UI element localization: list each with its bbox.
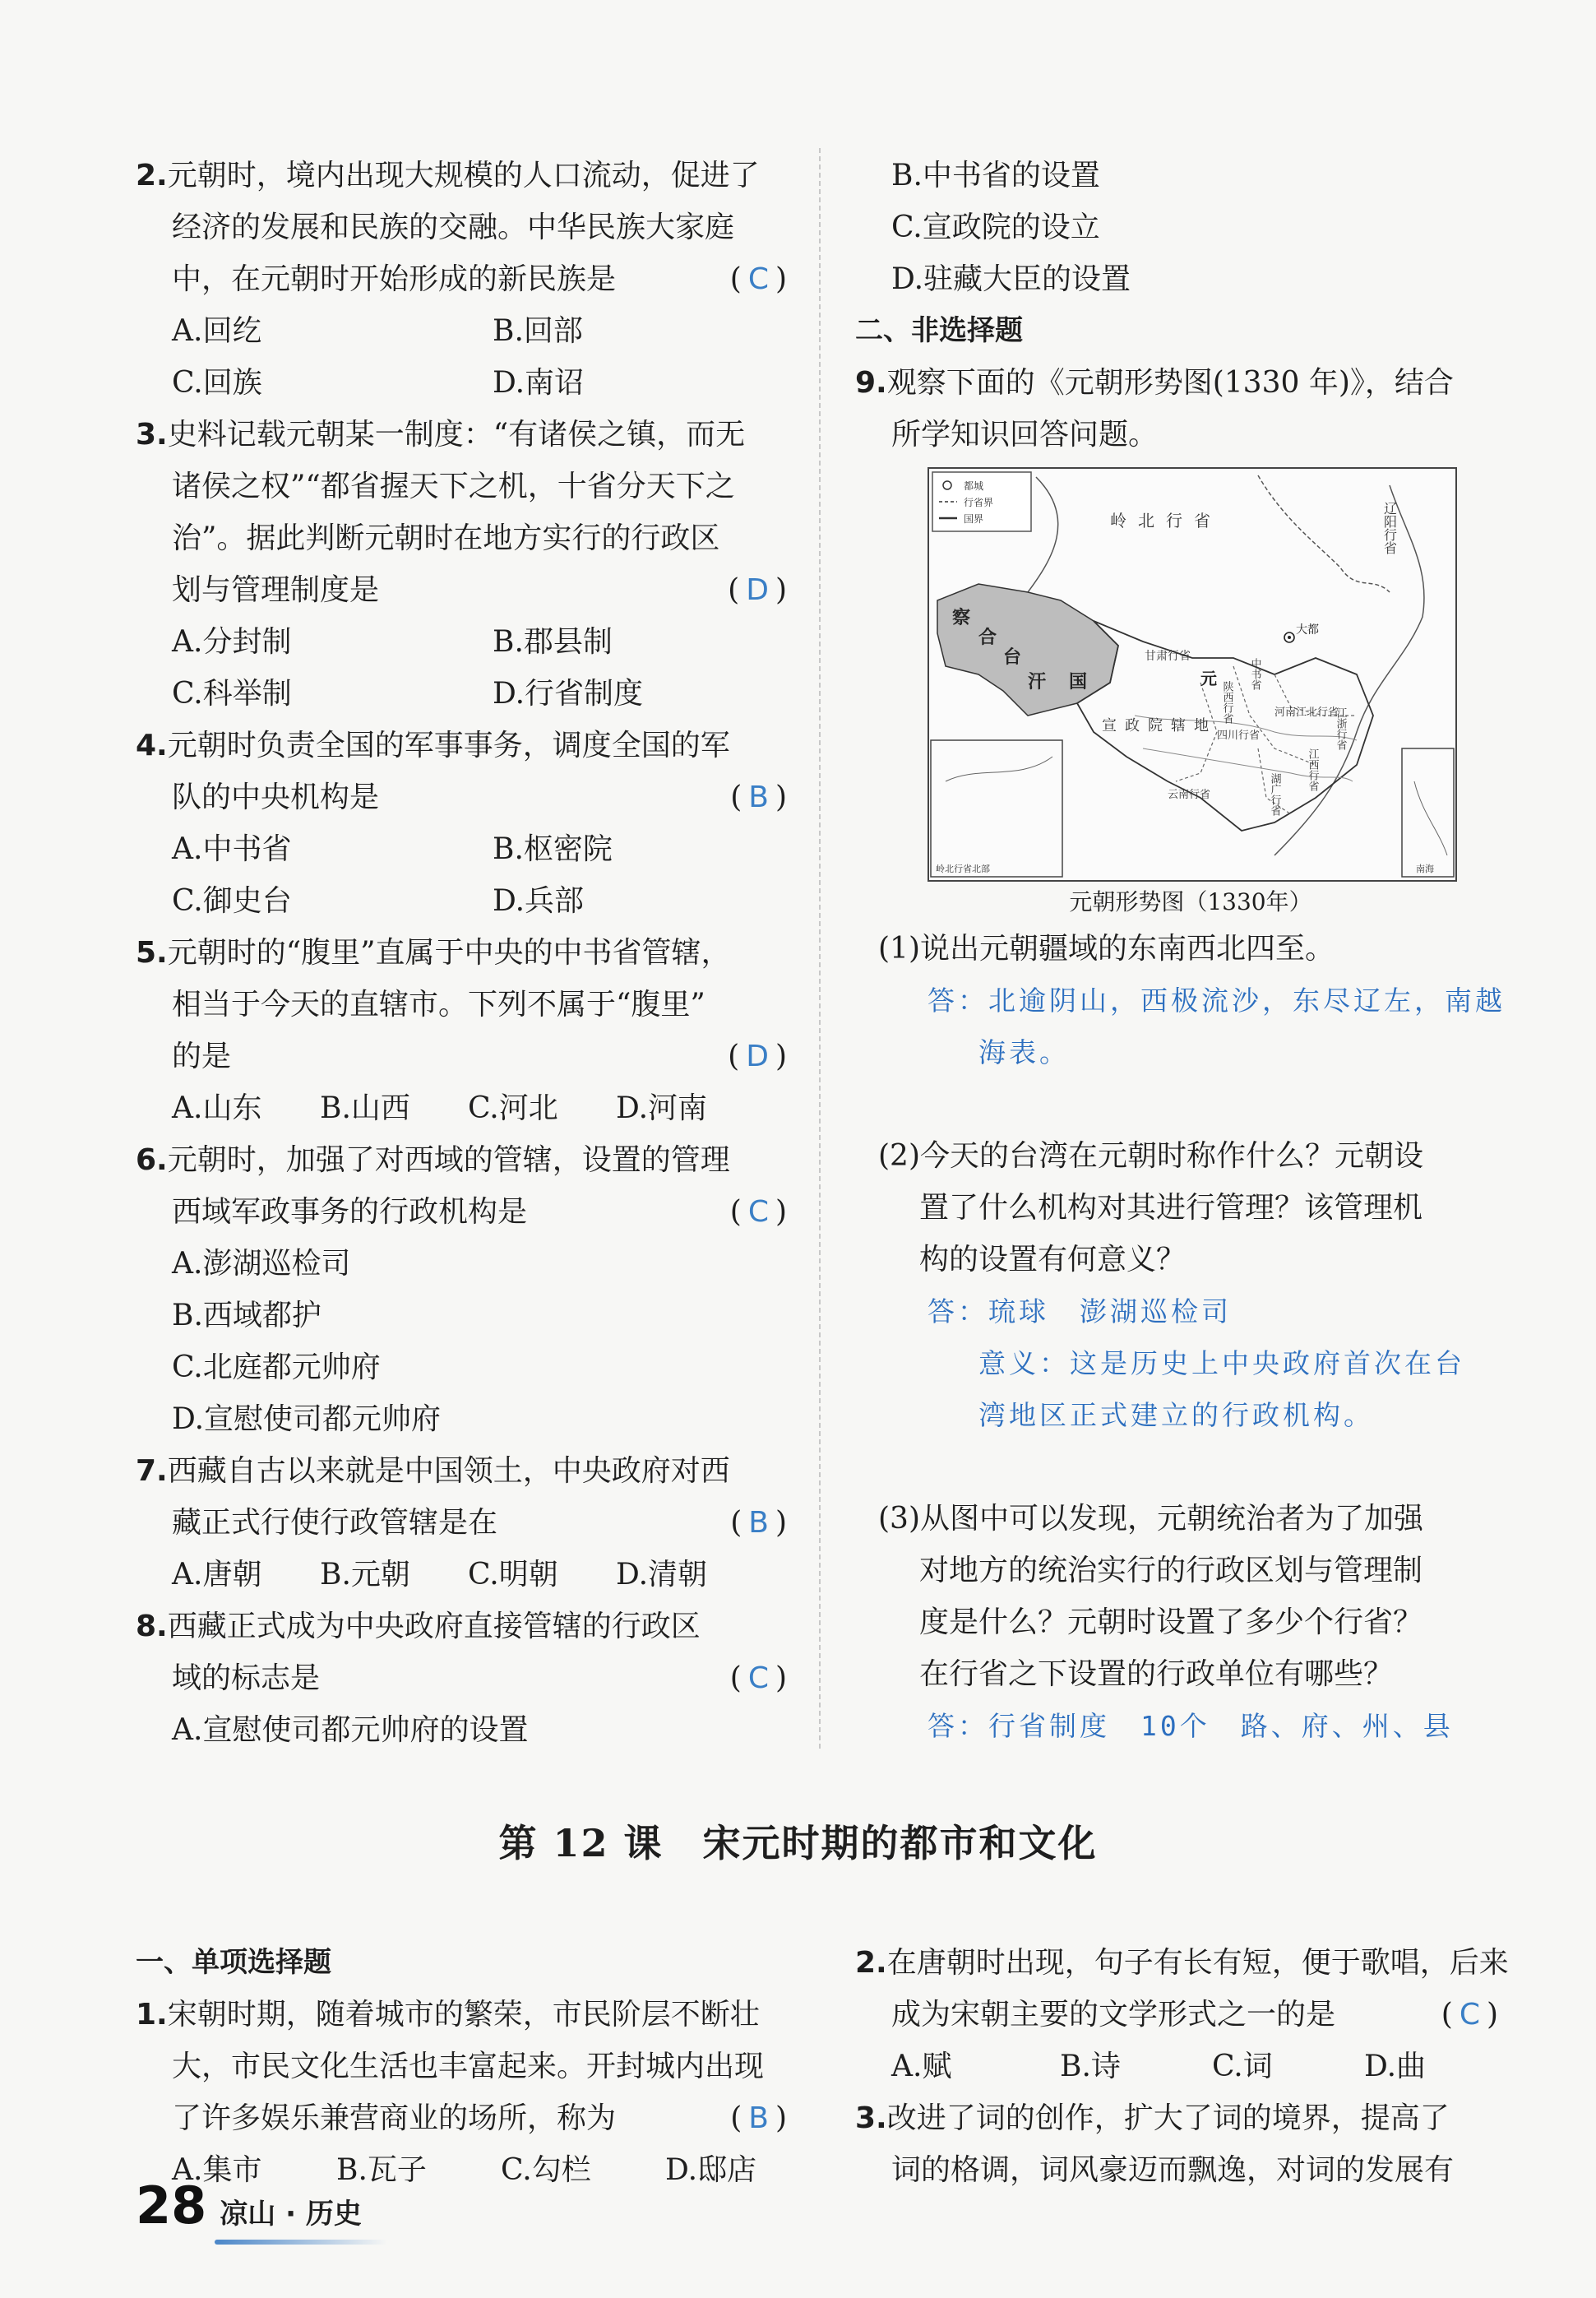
sub-question-2-line-2: 置了什么机构对其进行管理？该管理机 — [919, 1191, 1423, 1225]
question-7-line-2: 藏正式行使行政管辖是在 (B) — [136, 1497, 793, 1549]
question-3-line-1: 3.史料记载元朝某一制度：“有诸侯之镇，而无 — [136, 418, 746, 452]
column-divider — [819, 148, 821, 1752]
answer-3-line-1: 答：行省制度 10个 路、府、州、县 — [928, 1710, 1454, 1742]
question-6-option-d: D.宣慰使司都元帅府 — [172, 1402, 442, 1436]
map-legend-national-border: 国界 — [964, 513, 984, 525]
sub-question-3-line-2: 对地方的统治实行的行政区划与管理制 — [919, 1554, 1423, 1587]
question-5-options: A.山东 B.山西 C.河北 D.河南 — [172, 1091, 708, 1125]
lesson-question-2-line-1: 2.在唐朝时出现，句子有长有短，便于歌唱，后来 — [855, 1946, 1509, 1980]
answer-1-line-2: 海表。 — [978, 1036, 1070, 1068]
map-label-chagatai-5: 国 — [1069, 671, 1088, 693]
answer-2-line-1: 答：琉球 澎湖巡检司 — [928, 1295, 1232, 1327]
map-label-lingbei: 岭北行省 — [1110, 511, 1222, 530]
option-c: C.回族 — [172, 366, 262, 400]
map-label-henan: 河南江北行省 — [1274, 707, 1339, 719]
question-8-line-1: 8.西藏正式成为中央政府直接管辖的行政区 — [136, 1610, 701, 1643]
map-label-huguang: 湖广行省 — [1268, 773, 1281, 816]
page-number: 28 — [136, 2175, 207, 2235]
sub-question-2-line-1: (2)今天的台湾在元朝时称作什么？元朝设 — [878, 1139, 1423, 1173]
question-6-option-b: B.西域都护 — [172, 1299, 322, 1332]
section-title-single-choice: 一、单项选择题 — [136, 1946, 331, 1979]
map-label-inset: 岭北行省北部 — [936, 864, 990, 874]
answer-2-line-2: 意义：这是历史上中央政府首次在台 — [978, 1347, 1465, 1379]
answer-bracket: (C) — [729, 1661, 793, 1695]
map-label-shaanxi: 陕西行省 — [1220, 681, 1233, 724]
question-3-line-3: 治”。据此判断元朝时在地方实行的行政区 — [172, 521, 720, 555]
question-9-line-1: 9.观察下面的《元朝形势图(1330 年)》，结合 — [855, 366, 1454, 400]
map-drawing — [929, 469, 1455, 880]
map-label-liaoyang: 辽阳行省 — [1381, 502, 1398, 554]
map-legend-province-border: 行省界 — [964, 497, 994, 508]
lesson-title: 第 12 课 宋元时期的都市和文化 — [498, 1821, 1098, 1865]
lesson-question-1-line-3: 了许多娱乐兼营商业的场所，称为 (B) — [136, 2092, 793, 2144]
question-4-options-row-2: C.御史台 D.兵部 — [172, 884, 585, 918]
answer-bracket: (B) — [730, 2101, 793, 2135]
spacer — [855, 1078, 1505, 1130]
section-title-non-choice: 二、非选择题 — [855, 314, 1023, 347]
map-label-chagatai-4: 汗 — [1028, 671, 1047, 693]
lesson-question-2-line-2: 成为宋朝主要的文学形式之一的是 (C) — [855, 1989, 1505, 2041]
sub-question-3-line-3: 度是什么？元朝时设置了多少个行省？ — [919, 1605, 1423, 1639]
question-6-option-a: A.澎湖巡检司 — [172, 1247, 351, 1281]
question-5-line-3: 的是 (D) — [136, 1031, 793, 1082]
lesson-question-2-options: A.赋 B.诗 C.词 D.曲 — [891, 2050, 1427, 2083]
question-6-line-2: 西域军政事务的行政机构是 (C) — [136, 1186, 793, 1238]
question-2-line-2: 经济的发展和民族的交融。中华民族大家庭 — [172, 211, 735, 244]
map-label-gansu: 甘肃行省 — [1145, 650, 1191, 663]
question-number: 2. — [136, 159, 168, 192]
question-2-options-row-1 — [136, 305, 793, 357]
question-6-option-c: C.北庭都元帅府 — [172, 1351, 381, 1384]
question-8-option-a: A.宣慰使司都元帅府的设置 — [172, 1713, 529, 1747]
question-2-line-1: 2.元朝时，境内出现大规模的人口流动，促进了 — [136, 159, 760, 192]
map-legend-capital: 都城 — [964, 480, 984, 492]
question-5-line-2: 相当于今天的直辖市。下列不属于“腹里” — [172, 988, 705, 1022]
answer-1-line-1: 答：北逾阴山，西极流沙，东尽辽左，南越 — [928, 985, 1506, 1017]
question-7-line-1: 7.西藏自古以来就是中国领土，中央政府对西 — [136, 1454, 730, 1488]
question-3-options-row-2: C.科举制 D.行省制度 — [172, 677, 644, 711]
question-4-line-2: 队的中央机构是 (B) — [136, 771, 793, 823]
page-footer — [136, 2175, 362, 2235]
map-label-sichuan: 四川行省 — [1217, 730, 1261, 742]
sub-question-2-line-3: 构的设置有何意义？ — [919, 1243, 1187, 1276]
map-label-zhongshu: 中书省 — [1248, 658, 1261, 690]
sub-question-3-line-1: (3)从图中可以发现，元朝统治者为了加强 — [878, 1502, 1423, 1536]
option-d: D.南诏 — [493, 366, 585, 400]
map-label-chagatai-3: 台 — [1003, 646, 1022, 668]
right-column — [855, 150, 1505, 1752]
map-label-jiangxi: 江西行省 — [1306, 748, 1319, 791]
lesson-left-column — [136, 1937, 793, 2196]
option-a: A.回纥 — [172, 314, 262, 348]
lesson-question-1-line-1: 1.宋朝时期，随着城市的繁荣，市民阶层不断壮 — [136, 1998, 760, 2032]
lesson-question-3-line-1: 3.改进了词的创作，扩大了词的境界，提高了 — [855, 2101, 1450, 2135]
map-label-chagatai-2: 合 — [978, 627, 997, 648]
answer-mark: C — [1459, 1998, 1487, 2032]
answer-mark: D — [746, 1040, 775, 1073]
question-7-options: A.唐朝 B.元朝 C.明朝 D.清朝 — [172, 1558, 708, 1591]
map-caption: 元朝形势图（1330年） — [1069, 888, 1312, 915]
question-3-options-row-1: A.分封制 B.郡县制 — [172, 625, 613, 659]
question-5-line-1: 5.元朝时的“腹里”直属于中央的中书省管辖， — [136, 936, 731, 970]
answer-bracket: (B) — [730, 781, 793, 814]
answer-bracket: (D) — [728, 573, 793, 607]
option-b: B.回部 — [493, 314, 583, 348]
question-8-option-c: C.宣政院的设立 — [891, 211, 1100, 244]
map-label-dadu: 大都 — [1296, 623, 1319, 637]
question-6-line-1: 6.元朝时，加强了对西域的管辖，设置的管理 — [136, 1143, 730, 1177]
question-4-options-row-1: A.中书省 B.枢密院 — [172, 832, 613, 866]
question-2-options-row-2 — [136, 357, 793, 409]
lesson-question-1-options: A.集市 B.瓦子 C.勾栏 D.邸店 — [172, 2153, 757, 2187]
footer-book-title: 凉山 · 历史 — [220, 2198, 362, 2231]
yuan-dynasty-map — [928, 467, 1457, 882]
sub-question-1: (1)说出元朝疆域的东南西北四至。 — [878, 932, 1335, 966]
lesson-right-column — [855, 1937, 1509, 2196]
answer-mark: B — [748, 2101, 775, 2135]
answer-mark: D — [746, 573, 775, 607]
lesson-question-3-line-2: 词的格调，词风豪迈而飘逸，对词的发展有 — [891, 2153, 1455, 2187]
answer-bracket: (C) — [1441, 1998, 1505, 2032]
question-8-line-2: 域的标志是 (C) — [136, 1652, 793, 1704]
question-8-option-d: D.驻藏大臣的设置 — [891, 262, 1131, 296]
question-2-line-3: 中，在元朝时开始形成的新民族是 (C) — [136, 253, 793, 305]
sub-question-3-line-4: 在行省之下设置的行政单位有哪些？ — [919, 1657, 1394, 1691]
map-label-yunnan: 云南行省 — [1168, 789, 1211, 801]
map-label-nanhai: 南海 — [1416, 864, 1434, 874]
map-label-jiangzhe: 江浙行省 — [1334, 707, 1347, 750]
question-8-option-b: B.中书省的设置 — [891, 159, 1100, 192]
question-3-line-2: 诸侯之权”“都省握天下之机，十省分天下之 — [172, 470, 735, 503]
map-label-xuanzheng: 宣政院辖地 — [1102, 717, 1217, 734]
answer-mark: B — [748, 781, 775, 814]
answer-mark: C — [747, 1195, 775, 1229]
answer-bracket: (D) — [728, 1040, 793, 1073]
map-label-yuan: 元 — [1200, 669, 1217, 688]
answer-bracket: (C) — [729, 262, 793, 296]
answer-bracket: (C) — [729, 1195, 793, 1229]
question-9-line-2: 所学知识回答问题。 — [891, 418, 1159, 452]
answer-bracket: (B) — [730, 1506, 793, 1540]
left-column — [136, 150, 793, 1756]
question-3-line-4: 划与管理制度是 (D) — [136, 564, 793, 616]
question-4-line-1: 4.元朝时负责全国的军事事务，调度全国的军 — [136, 729, 730, 762]
answer-mark: C — [747, 1661, 775, 1695]
footer-accent-bar — [215, 2240, 387, 2245]
spacer — [855, 1441, 1505, 1493]
map-label-chagatai-1: 察 — [952, 607, 971, 628]
answer-2-line-3: 湾地区正式建立的行政机构。 — [978, 1399, 1374, 1431]
lesson-question-1-line-2: 大，市民文化生活也丰富起来。开封城内出现 — [172, 2050, 765, 2083]
answer-mark: B — [748, 1506, 775, 1540]
answer-mark: C — [747, 262, 775, 296]
